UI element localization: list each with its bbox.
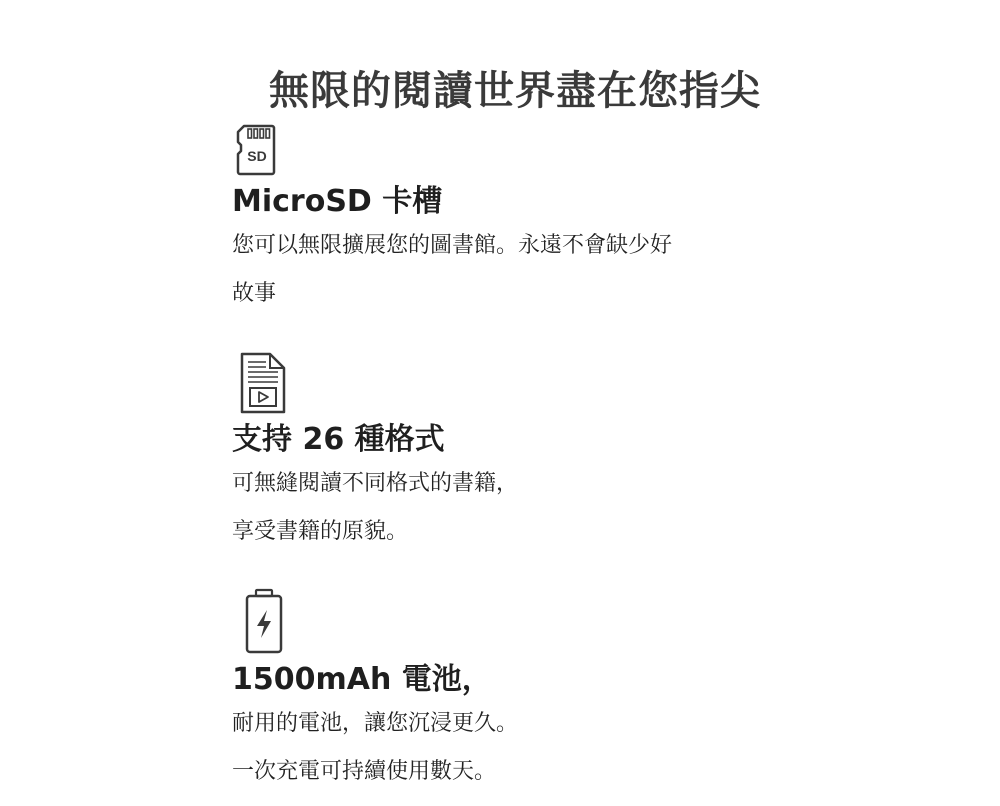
feature-heading-microsd: MicroSD 卡槽 (232, 184, 443, 219)
feature-formats (232, 350, 832, 556)
feature-desc-line: 您可以無限擴展您的圖書館。永遠不會缺少好 (232, 233, 673, 258)
page-title: 無限的閱讀世界盡在您指尖 (269, 67, 761, 114)
feature-desc-line: 享受書籍的原貌。 (232, 519, 409, 544)
feature-microsd (232, 124, 832, 318)
feature-desc-line: 一次充電可持續使用數天。 (232, 759, 497, 784)
feature-heading-battery: 1500mAh 電池， (232, 662, 492, 697)
feature-desc-line: 故事 (232, 281, 277, 306)
feature-battery (232, 588, 832, 796)
sd-icon-label: SD (247, 148, 267, 164)
microsd-card-icon (236, 124, 276, 176)
feature-heading-formats: 支持 26 種格式 (232, 422, 445, 457)
feature-desc-line: 可無縫閱讀不同格式的書籍， (232, 471, 519, 496)
feature-desc-line: 耐用的電池，讓您沉浸更久。 (232, 711, 519, 736)
document-play-icon (238, 350, 288, 416)
battery-charging-icon (244, 588, 284, 654)
